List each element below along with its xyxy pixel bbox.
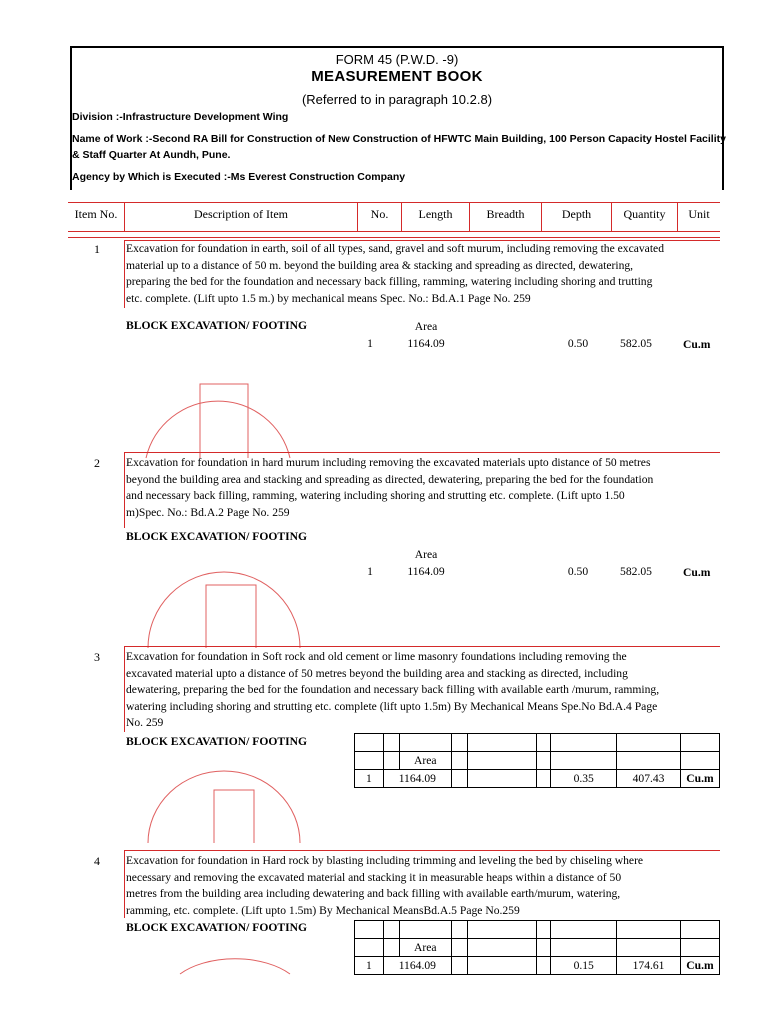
- col-breadth: Breadth: [469, 203, 541, 231]
- item-description: [126, 455, 720, 521]
- description-line: Excavation for foundation in Hard rock by blasting including trimming and leveling the bed by chiseling where: [126, 854, 644, 867]
- description-line: No. 259: [126, 716, 164, 729]
- item-number: 1: [94, 242, 100, 256]
- description-line: ramming, etc. complete. (Lift upto 1.5m) By Mechanical MeansBd.A.5 Page No.259: [126, 903, 520, 917]
- work-name-line-1: Name of Work :-Second RA Bill for Construction of New Construction of HFWTC Main Building, 100 Person Capacity Hostel Facility: [72, 133, 726, 145]
- count-value: 1: [367, 565, 373, 578]
- item-rule: [124, 452, 125, 528]
- page-title: MEASUREMENT BOOK: [311, 68, 483, 85]
- item-number: 4: [94, 854, 100, 868]
- area-label: Area: [399, 939, 451, 957]
- length-value: 1164.09: [383, 770, 451, 788]
- item-description: [126, 853, 720, 919]
- description-line: Excavation for foundation in earth, soil of all types, sand, gravel and soft murum, including removing the excavated: [126, 242, 664, 255]
- block-label: BLOCK EXCAVATION/ FOOTING: [126, 735, 308, 748]
- length-value: 1164.09: [407, 337, 445, 350]
- division-line: Division :-Infrastructure Development Wing: [72, 111, 289, 123]
- col-depth: Depth: [541, 203, 611, 231]
- quantity-value: 407.43: [617, 770, 681, 788]
- description-line: m)Spec. No.: Bd.A.2 Page No. 259: [126, 505, 290, 519]
- column-header-row: [68, 202, 720, 232]
- measurement-table: [354, 733, 720, 788]
- col-item-no: Item No.: [74, 207, 118, 221]
- quantity-value: 174.61: [617, 957, 681, 975]
- area-label: Area: [414, 320, 438, 333]
- description-line: Excavation for foundation in hard murum including removing the excavated materials upto distance of 50 metres: [126, 456, 651, 469]
- form-header: [70, 46, 724, 190]
- item-number: 3: [94, 650, 100, 664]
- agency-line: Agency by Which is Executed :-Ms Everest Construction Company: [72, 171, 406, 183]
- depth-value: 0.15: [551, 957, 617, 975]
- footing-sketch: [140, 555, 310, 650]
- description-line: watering including shoring and strutting etc. complete (lift upto 1.5m) By Mechanical Means Spe.No Bd.A.4 Page: [126, 699, 658, 713]
- description-line: necessary and removing the excavated material and stacking it in measurable heaps within a distance of 50: [126, 870, 622, 884]
- item-rule: [124, 646, 125, 732]
- col-length: Length: [401, 203, 469, 231]
- block-label: BLOCK EXCAVATION/ FOOTING: [126, 530, 308, 543]
- description-line: and necessary back filling, ramming, watering including shoring and strutting etc. complete. (Lift upto 1.50: [126, 489, 625, 502]
- area-label: Area: [414, 548, 438, 561]
- unit-value: Cu.m: [680, 957, 719, 975]
- item-rule: [124, 850, 125, 918]
- description-line: etc. complete. (Lift upto 1.5 m.) by mechanical means Spec. No.: Bd.A.1 Page No. 259: [126, 291, 531, 305]
- description-line: preparing the bed for the foundation and necessary back filling, ramming, watering including shoring and trutting: [126, 275, 653, 288]
- unit-value: Cu.m: [683, 338, 711, 351]
- col-description: Description of Item: [124, 203, 357, 231]
- count-value: 1: [355, 770, 384, 788]
- description-line: metres from the building area including dewatering and back filling with available earth/murum, watering,: [126, 887, 621, 900]
- item-rule: [124, 850, 720, 851]
- reference-note: (Referred to in paragraph 10.2.8): [301, 92, 493, 107]
- item-rule: [124, 240, 125, 308]
- description-line: beyond the building area and stacking and spreading as directed, dewatering, preparing the bed for the foundation: [126, 472, 654, 486]
- form-number: FORM 45 (P.W.D. -9): [335, 52, 459, 67]
- footing-sketch: [170, 950, 310, 976]
- item-description: [126, 649, 720, 732]
- depth-value: 0.35: [551, 770, 617, 788]
- count-value: 1: [355, 957, 384, 975]
- block-label: BLOCK EXCAVATION/ FOOTING: [126, 921, 308, 934]
- item-rule: [124, 646, 720, 647]
- quantity-value: 582.05: [620, 565, 652, 578]
- description-line: excavated material upto a distance of 50 metres beyond the building area and stacking as directed, including: [126, 666, 628, 680]
- footing-sketch: [140, 760, 310, 845]
- depth-value: 0.50: [567, 337, 589, 350]
- unit-value: Cu.m: [683, 566, 711, 579]
- length-value: 1164.09: [407, 565, 445, 578]
- description-line: Excavation for foundation in Soft rock and old cement or lime masonry foundations including removing the: [126, 650, 627, 663]
- item-description: [126, 241, 720, 307]
- depth-value: 0.50: [567, 565, 589, 578]
- footing-sketch: [140, 370, 300, 460]
- unit-value: Cu.m: [680, 770, 719, 788]
- col-no: No.: [357, 203, 401, 231]
- item-number: 2: [94, 456, 100, 470]
- item-rule: [124, 452, 720, 453]
- block-label: BLOCK EXCAVATION/ FOOTING: [126, 319, 308, 332]
- area-label: Area: [399, 752, 451, 770]
- quantity-value: 582.05: [620, 337, 652, 350]
- count-value: 1: [367, 337, 373, 350]
- row-divider: [68, 237, 720, 238]
- description-line: dewatering, preparing the bed for the foundation and necessary back filling with available earth /murum, ramming,: [126, 683, 660, 696]
- col-unit: Unit: [677, 203, 720, 231]
- description-line: material up to a distance of 50 m. beyond the building area & stacking and spreading as directed, dewatering,: [126, 258, 634, 272]
- measurement-table: [354, 920, 720, 975]
- col-quantity: Quantity: [611, 203, 677, 231]
- work-name-line-2: & Staff Quarter At Aundh, Pune.: [72, 149, 231, 161]
- length-value: 1164.09: [383, 957, 451, 975]
